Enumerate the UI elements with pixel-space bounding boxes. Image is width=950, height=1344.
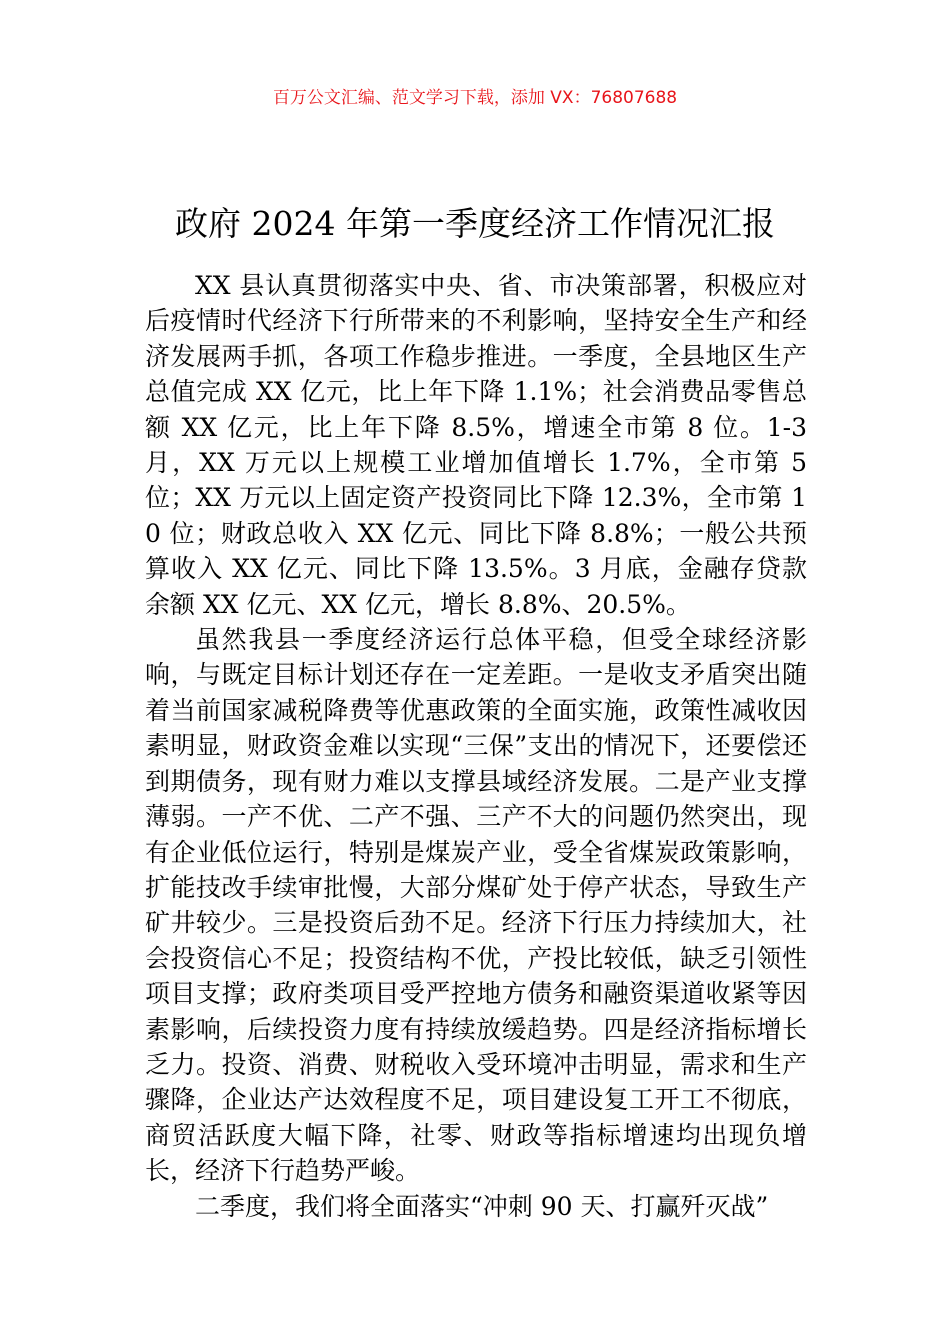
- paragraph-2: 虽然我县一季度经济运行总体平稳，但受全球经济影响，与既定目标计划还存在一定差距。一是收支矛盾突出随着当前国家减税降费等优惠政策的全面实施，政策性减收因素明显，财政资金难以实现“三保”支出的情况下，还要偿还到期债务，现有财力难以支撑县域经济发展。二是产业支撑薄弱。一产不优、二产不强、三产不大的问题仍然突出，现有企业低位运行，特别是煤炭产业，受全省煤炭政策影响，扩能技改手续审批慢，大部分煤矿处于停产状态，导致生产矿井较少。三是投资后劲不足。经济下行压力持续加大，社会投资信心不足；投资结构不优，产投比较低，缺乏引领性项目支撑；政府类项目受严控地方债务和融资渠道收紧等因素影响，后续投资力度有持续放缓趋势。四是经济指标增长乏力。投资、消费、财税收入受环境冲击明显，需求和生产骤降，企业达产达效程度不足，项目建设复工开工不彻底，商贸活跃度大幅下降，社零、财政等指标增速均出现负增长，经济下行趋势严峻。: [145, 625, 807, 1186]
- header-watermark-note: 百万公文汇编、范文学习下载，添加 VX：76807688: [272, 88, 678, 108]
- paragraph-1: XX 县认真贯彻落实中央、省、市决策部署，积极应对后疫情时代经济下行所带来的不利影响，坚持安全生产和经济发展两手抓，各项工作稳步推进。一季度，全县地区生产总值完成 XX 亿元，比上年下降 1.1%；社会消费品零售总额 XX 亿元，比上年下降 8.5%，增速全市第 8 位。1-3 月，XX 万元以上规模工业增加值增长 1.7%，全市第 5 位；XX 万元以上固定资产投资同比下降 12.3%，全市第 10 位；财政总收入 XX 亿元、同比下降 8.8%；一般公共预算收入 XX 亿元、同比下降 13.5%。3 月底，金融存贷款余额 XX 亿元、XX 亿元，增长 8.8%、20.5%。: [145, 271, 807, 619]
- paragraph-3: 二季度，我们将全面落实“冲刺 90 天、打赢歼灭战”: [195, 1191, 769, 1221]
- document-body: [145, 268, 807, 1224]
- document-title: 政府 2024 年第一季度经济工作情况汇报: [175, 204, 775, 244]
